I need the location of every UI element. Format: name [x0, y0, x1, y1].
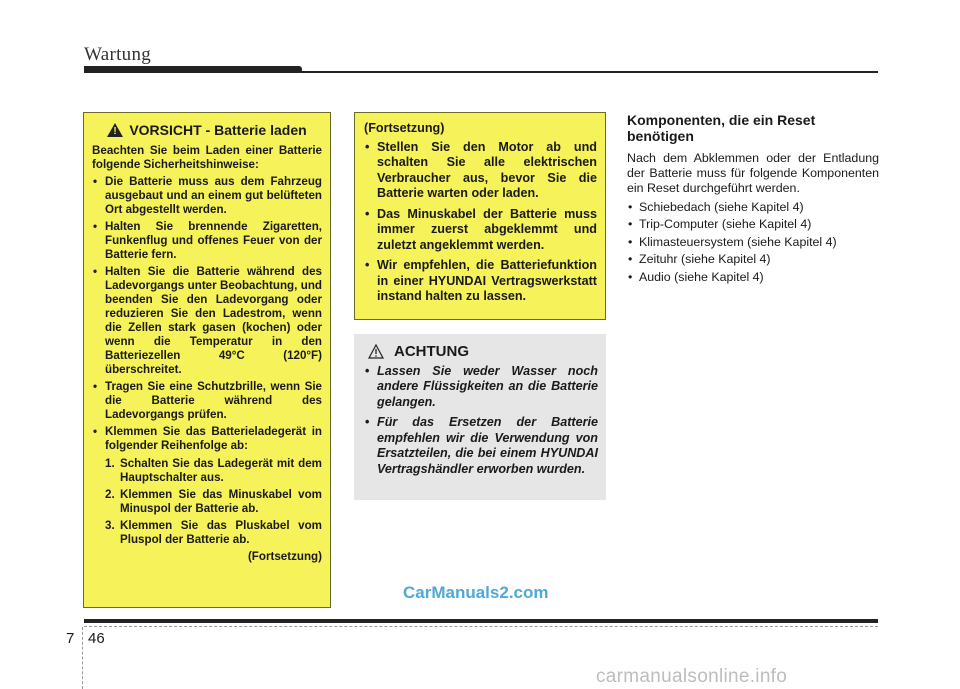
- watermark-carmanualsonline: carmanualsonline.info: [596, 666, 788, 687]
- watermark-carmanuals2: CarManuals2.com: [403, 583, 549, 602]
- notice-box-achtung: [354, 334, 606, 500]
- step-text: Klemmen Sie das Minuskabel vom Minuspol der Batterie ab.: [120, 488, 322, 515]
- step-number: 3.: [105, 519, 115, 532]
- continuation-bullet-list: [364, 140, 597, 305]
- caution-step-list: [105, 457, 322, 547]
- footer-rule-thick: [84, 619, 878, 623]
- caution-title: [92, 123, 322, 137]
- continuation-bullet: • Das Minuskabel der Batterie muss immer zuerst abgeklemmt und zuletzt angeklemmt werden.: [364, 207, 597, 254]
- notice-bullet: • Für das Ersetzen der Batterie empfehlen wir die Verwendung von Ersatzteilen, die bei einem HYUNDAI Vertragshändler erworben wurden.: [364, 415, 598, 477]
- components-section: [627, 112, 879, 286]
- header-rule-thin: [300, 71, 878, 73]
- caution-box-continuation: [354, 112, 606, 320]
- caution-step: [105, 519, 322, 547]
- components-list-item: • Schiebedach (siehe Kapitel 4): [627, 199, 879, 216]
- continuation-bullet: • Stellen Sie den Motor ab und schalten Sie alle elektrischen Verbraucher aus, bevor Sie die Batterie warten oder laden.: [364, 140, 597, 202]
- components-heading: Komponenten, die ein Reset benötigen: [627, 112, 816, 144]
- footer-divider-vertical: [82, 627, 83, 689]
- caution-bullet: • Die Batterie muss aus dem Fahrzeug ausgebaut und an einem gut belüfteten Ort abgestellt werden.: [92, 175, 322, 217]
- notice-title: [368, 344, 598, 360]
- components-list-item: • Audio (siehe Kapitel 4): [627, 269, 879, 286]
- caution-bullet-list: [92, 175, 322, 547]
- caution-step: [105, 457, 322, 485]
- step-text: Schalten Sie das Ladegerät mit dem Hauptschalter aus.: [120, 457, 322, 484]
- footer-rule-dashed: [84, 626, 878, 627]
- components-list-item: • Zeituhr (siehe Kapitel 4): [627, 251, 879, 268]
- caution-title-text: VORSICHT - Batterie laden: [129, 122, 307, 138]
- step-text: Klemmen Sie das Pluskabel vom Pluspol der Batterie ab.: [120, 519, 322, 546]
- page-section-title: Wartung: [84, 44, 152, 65]
- components-list: [627, 199, 879, 286]
- page-number: 46: [88, 630, 105, 647]
- caution-bullet: • Halten Sie brennende Zigaretten, Funkenflug und offenes Feuer von der Batterie fern.: [92, 220, 322, 262]
- warning-triangle-outline-icon: [368, 344, 384, 359]
- continuation-label: (Fortsetzung): [364, 121, 445, 135]
- step-number: 2.: [105, 488, 115, 501]
- notice-title-text: ACHTUNG: [394, 343, 469, 360]
- components-list-item: • Trip-Computer (siehe Kapitel 4): [627, 216, 879, 233]
- header-rule-thick: [84, 66, 302, 73]
- step-number: 1.: [105, 457, 115, 470]
- page-section-number: 7: [66, 630, 75, 647]
- caution-intro: Beachten Sie beim Laden einer Batterie folgende Sicherheitshinweise:: [92, 144, 322, 171]
- notice-bullet-list: [364, 364, 598, 478]
- caution-bullet: [92, 425, 322, 547]
- warning-triangle-icon: [107, 123, 123, 137]
- caution-bullet-text: Klemmen Sie das Batterieladegerät in folgender Reihenfolge ab:: [105, 425, 322, 452]
- components-list-item: • Klimasteuersystem (siehe Kapitel 4): [627, 234, 879, 251]
- continuation-bullet: • Wir empfehlen, die Batteriefunktion in einer HYUNDAI Vertragswerkstatt instand halten zu lassen.: [364, 258, 597, 305]
- caution-step: [105, 488, 322, 516]
- caution-box-battery-charging: [83, 112, 331, 608]
- notice-bullet: • Lassen Sie weder Wasser noch andere Flüssigkeiten an die Batterie gelangen.: [364, 364, 598, 411]
- components-paragraph: Nach dem Abklemmen oder der Entladung der Batterie muss für folgende Komponenten ein Reset durchgeführt werden.: [627, 151, 879, 195]
- caution-bullet: • Tragen Sie eine Schutzbrille, wenn Sie die Batterie während des Ladevorgangs prüfen.: [92, 380, 322, 422]
- caution-bullet: • Halten Sie die Batterie während des Ladevorgangs unter Beobachtung, und beenden Sie den Ladevorgang oder reduzieren Sie den Ladestrom, wenn die Zellen stark gasen (kochen) oder wenn die Temperatur in den Batteriezellen 49°C (120°F) überschreitet.: [92, 265, 322, 377]
- continued-label: (Fortsetzung): [247, 550, 322, 563]
